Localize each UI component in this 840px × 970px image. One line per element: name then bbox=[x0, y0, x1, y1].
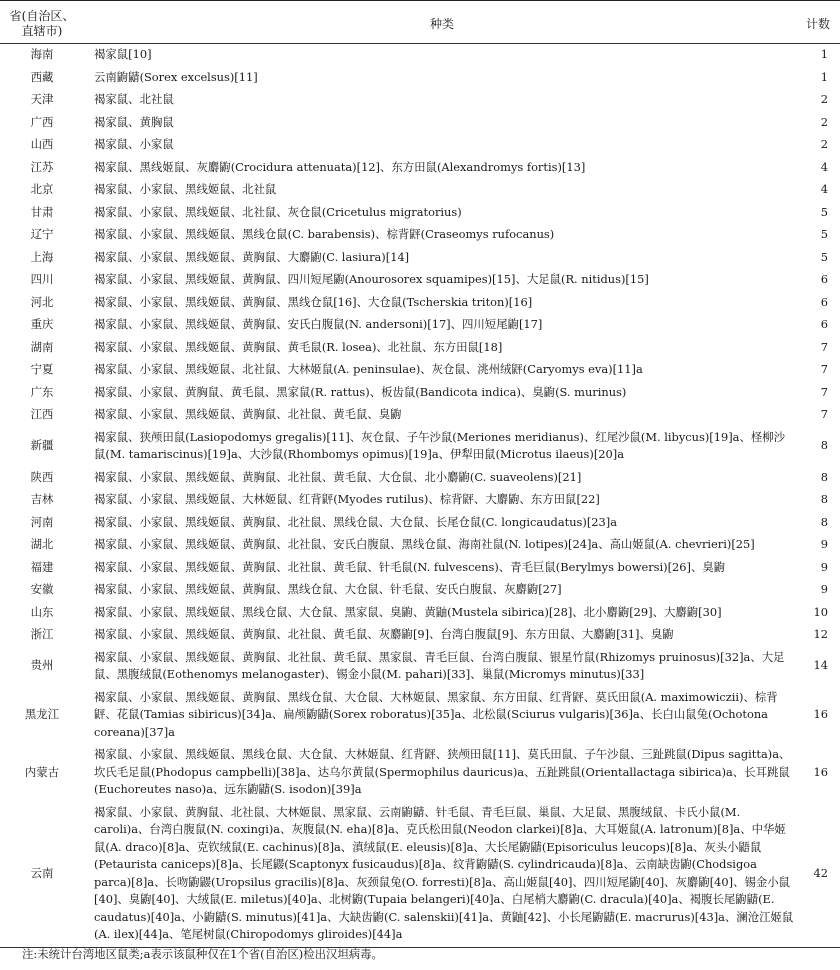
province-cell: 新疆 bbox=[30, 438, 54, 453]
header-province: 省(自治区、 直辖市) bbox=[0, 6, 84, 44]
species-cell: 褐家鼠、小家鼠、黑线姬鼠、黄胸鼠、北社鼠、黄毛鼠、臭鼩 bbox=[94, 407, 402, 421]
species-cell: 褐家鼠、北社鼠 bbox=[94, 92, 174, 106]
count-cell: 4 bbox=[820, 182, 828, 196]
species-cell: 褐家鼠、小家鼠、黑线姬鼠、黄胸鼠、北社鼠、黄毛鼠、灰麝鼩[9]、台湾白腹鼠[9]、东方田鼠、大麝鼩[31]、臭鼩 bbox=[94, 627, 674, 641]
rodent-species-table bbox=[0, 6, 840, 948]
province-cell: 吉林 bbox=[30, 492, 54, 506]
count-cell: 8 bbox=[820, 514, 828, 529]
province-cell: 安徽 bbox=[30, 582, 54, 596]
table-row bbox=[0, 224, 840, 247]
count-cell: 2 bbox=[820, 114, 828, 129]
table-row bbox=[0, 624, 840, 647]
table-row bbox=[0, 489, 840, 512]
table-row bbox=[0, 202, 840, 225]
table-row bbox=[0, 314, 840, 337]
table-row bbox=[0, 534, 840, 557]
header-species: 种类 bbox=[84, 6, 800, 44]
table-row bbox=[0, 89, 840, 112]
species-cell: 褐家鼠、小家鼠、黄胸鼠、北社鼠、大林姬鼠、黑家鼠、云南鼩鼱、针毛鼠、青毛巨鼠、巢鼠、大足鼠、黑腹绒鼠、卡氏小鼠(M. caroli)a、台湾白腹鼠(N. coxingi)a、灰腹鼠(N. eha)[8]a、克氏松田鼠(Neodon clarkei)[8]a、大耳姬鼠(A. latronum)[8]a、中华姬鼠(A. draco)[8]a、克钦绒鼠(E. cachinus)[8]a、滇绒鼠(E. eleusis)[8]a、大长尾鼩鼱(Episoriculus leucops)[8]a、灰头小鼯鼠(Petaurista caniceps)[8]a、长尾鼹(Scaptonyx fusicaudus)[8]a、纹背鼩鼱(S. cylindricauda)[8]a、云南缺齿鼩(Chodsigoa parca)[8]a、长吻鼩鼹(Uropsilus gracilis)[8]a、灰颈鼠兔(O. forresti)[8]a、高山姬鼠[40]、四川短尾鼩[40]、灰麝鼩[40]、锡金小鼠[40]、臭鼩[40]、大绒鼠(E. miletus)[40]a、北树鼩(Tupaia belangeri)[40]a、白尾梢大麝鼩(C. dracula)[40]a、褐腹长尾鼩鼱(E. caudatus)[40]a、小鼩鼱(S. minutus)[41]a、大缺齿鼩(C. salenskii)[41]a、黄鼬[42]、小长尾鼩鼱(E. macrurus)[43]a、澜沧江姬鼠(A. ilex)[44]a、笔尾树鼠(Chiropodomys gliroides)[44]a bbox=[84, 802, 800, 948]
species-cell: 褐家鼠、小家鼠、黑线姬鼠、黄胸鼠、黑线仓鼠[16]、大仓鼠(Tscherskia triton)[16] bbox=[94, 294, 533, 309]
species-cell: 褐家鼠、小家鼠、黑线姬鼠、黄胸鼠、安氏白腹鼠(N. andersoni)[17]、四川短尾鼩[17] bbox=[94, 317, 543, 331]
count-cell: 9 bbox=[820, 559, 828, 574]
table-row bbox=[0, 67, 840, 90]
table-row bbox=[0, 647, 840, 687]
count-cell: 9 bbox=[820, 582, 828, 596]
table-row bbox=[0, 134, 840, 157]
province-cell: 湖北 bbox=[30, 537, 54, 551]
species-cell: 褐家鼠、小家鼠、黑线姬鼠、黑线仓鼠、大仓鼠、黑家鼠、臭鼩、黄鼬(Mustela sibirica)[28]、北小麝鼩[29]、大麝鼩[30] bbox=[94, 604, 722, 619]
species-cell: 褐家鼠、狭颅田鼠(Lasiopodomys gregalis)[11]、灰仓鼠、子午沙鼠(Meriones meridianus)、红尾沙鼠(M. libycus)[19]a、柽柳沙鼠(M. tamariscinus)[19]a、大沙鼠(Rhombomys opimus)[19]a、伊犁田鼠(Microtus ilaeus)[20]a bbox=[94, 429, 786, 461]
table-row bbox=[0, 467, 840, 490]
table-row bbox=[0, 359, 840, 382]
table-row bbox=[0, 744, 840, 802]
species-cell: 褐家鼠、小家鼠、黑线姬鼠、黄胸鼠、北社鼠、黄毛鼠、大仓鼠、北小麝鼩(C. suaveolens)[21] bbox=[94, 469, 582, 484]
count-cell: 7 bbox=[820, 407, 828, 421]
table-row bbox=[0, 579, 840, 602]
species-cell: 褐家鼠、小家鼠、黑线姬鼠、黄胸鼠、黄毛鼠(R. losea)、北社鼠、东方田鼠[18] bbox=[94, 339, 503, 354]
province-cell: 贵州 bbox=[30, 658, 54, 673]
species-cell: 褐家鼠、小家鼠、黑线姬鼠、黑线仓鼠(C. barabensis)、棕背䶄(Craseomys rufocanus) bbox=[94, 227, 555, 241]
province-cell: 广西 bbox=[30, 114, 54, 129]
table-row bbox=[0, 112, 840, 135]
species-cell: 褐家鼠、小家鼠、黑线姬鼠、黄胸鼠、黑线仓鼠、大仓鼠、大林姬鼠、黑家鼠、东方田鼠、红背䶄、莫氏田鼠(A. maximowiczii)、棕背䶄、花鼠(Tamias sibiricus)[34]a、扁颅鼩鼱(Sorex roboratus)[35]a、北松鼠(Sciurus vulgaris)[36]a、长白山鼠兔(Ochotona coreana)[37]a bbox=[94, 689, 778, 739]
table-row bbox=[0, 404, 840, 427]
species-cell: 褐家鼠、小家鼠、黑线姬鼠、黄胸鼠、北社鼠、黑线仓鼠、大仓鼠、长尾仓鼠(C. longicaudatus)[23]a bbox=[94, 514, 618, 529]
province-cell: 湖南 bbox=[30, 339, 54, 354]
species-cell: 褐家鼠、小家鼠、黑线姬鼠、北社鼠、大林姬鼠(A. peninsulae)、灰仓鼠、洮州绒䶄(Caryomys eva)[11]a bbox=[94, 362, 643, 376]
count-cell: 7 bbox=[820, 339, 828, 354]
table-header bbox=[0, 6, 840, 44]
count-cell: 7 bbox=[820, 384, 828, 399]
species-cell: 褐家鼠、黄胸鼠 bbox=[94, 114, 174, 129]
province-cell: 四川 bbox=[30, 272, 54, 286]
table-row bbox=[0, 157, 840, 180]
province-cell: 浙江 bbox=[30, 627, 54, 641]
count-cell: 9 bbox=[820, 537, 828, 551]
province-cell: 上海 bbox=[30, 249, 54, 264]
species-cell: 褐家鼠、小家鼠、黑线姬鼠、北社鼠、灰仓鼠(Cricetulus migratorius) bbox=[94, 204, 462, 219]
province-cell: 广东 bbox=[30, 384, 54, 399]
count-cell: 14 bbox=[813, 658, 828, 673]
province-cell: 山西 bbox=[30, 137, 54, 151]
count-cell: 5 bbox=[820, 249, 828, 264]
province-cell: 辽宁 bbox=[30, 227, 54, 241]
province-cell: 河南 bbox=[30, 514, 54, 529]
count-cell: 4 bbox=[820, 159, 828, 174]
species-cell: 褐家鼠、小家鼠、黑线姬鼠、大林姬鼠、红背䶄(Myodes rutilus)、棕背䶄、大麝鼩、东方田鼠[22] bbox=[94, 492, 600, 506]
province-cell: 山东 bbox=[30, 604, 54, 619]
province-cell: 重庆 bbox=[30, 317, 54, 331]
table-row bbox=[0, 512, 840, 535]
species-cell: 褐家鼠、小家鼠、黑线姬鼠、黑线仓鼠、大仓鼠、大林姬鼠、红背䶄、狭颅田鼠[11]、莫氏田鼠、子午沙鼠、三趾跳鼠(Dipus sagitta)a、坎氏毛足鼠(Phodopus campbelli)[38]a、达乌尔黄鼠(Spermophilus dauricus)a、五趾跳鼠(Orientallactaga sibirica)a、长耳跳鼠(Euchoreutes naso)a、远东鼩鼱(S. isodon)[39]a bbox=[94, 747, 791, 796]
province-cell: 福建 bbox=[30, 559, 54, 574]
species-cell: 褐家鼠、小家鼠、黑线姬鼠、黄胸鼠、大麝鼩(C. lasiura)[14] bbox=[94, 249, 410, 264]
table-row bbox=[0, 427, 840, 467]
count-cell: 6 bbox=[820, 272, 828, 286]
table-row bbox=[0, 802, 840, 948]
count-cell: 2 bbox=[820, 137, 828, 151]
province-cell: 江西 bbox=[30, 407, 54, 421]
province-cell: 宁夏 bbox=[30, 362, 54, 376]
count-cell: 5 bbox=[820, 204, 828, 219]
province-cell: 北京 bbox=[30, 182, 54, 196]
count-cell: 1 bbox=[820, 69, 828, 84]
count-cell: 6 bbox=[820, 317, 828, 331]
province-cell: 黑龙江 bbox=[24, 707, 60, 721]
species-cell: 褐家鼠、小家鼠、黄胸鼠、黄毛鼠、黑家鼠(R. rattus)、板齿鼠(Bandicota indica)、臭鼩(S. murinus) bbox=[94, 384, 627, 399]
count-cell: 5 bbox=[820, 227, 828, 241]
count-cell: 16 bbox=[813, 707, 828, 721]
province-cell: 陕西 bbox=[30, 469, 54, 484]
table-row bbox=[0, 337, 840, 360]
table-footnote: 注:未统计台湾地区鼠类;a表示该鼠种仅在1个省(自治区)检出汉坦病毒。 bbox=[22, 947, 383, 961]
table-row bbox=[0, 602, 840, 625]
count-cell: 42 bbox=[800, 802, 840, 948]
species-cell: 褐家鼠、小家鼠、黑线姬鼠、黄胸鼠、四川短尾鼩(Anourosorex squamipes)[15]、大足鼠(R. nitidus)[15] bbox=[94, 272, 649, 286]
species-cell: 褐家鼠、小家鼠、黑线姬鼠、黄胸鼠、北社鼠、黄毛鼠、针毛鼠(N. fulvescens)、青毛巨鼠(Berylmys bowersi)[26]、臭鼩 bbox=[94, 559, 726, 574]
species-cell: 褐家鼠、小家鼠、黑线姬鼠、黄胸鼠、北社鼠、安氏白腹鼠、黑线仓鼠、海南社鼠(N. lotipes)[24]a、高山姬鼠(A. chevrieri)[25] bbox=[94, 537, 755, 551]
count-cell: 1 bbox=[820, 47, 828, 61]
species-cell: 褐家鼠、小家鼠、黑线姬鼠、黄胸鼠、黑线仓鼠、大仓鼠、针毛鼠、安氏白腹鼠、灰麝鼩[27] bbox=[94, 582, 562, 596]
species-cell: 褐家鼠、小家鼠、黑线姬鼠、北社鼠 bbox=[94, 182, 277, 196]
header-count: 计数 bbox=[800, 6, 840, 44]
province-cell: 甘肃 bbox=[30, 204, 54, 219]
province-cell: 河北 bbox=[30, 294, 54, 309]
count-cell: 2 bbox=[820, 92, 828, 106]
count-cell: 6 bbox=[820, 294, 828, 309]
table-row bbox=[0, 557, 840, 580]
species-cell: 褐家鼠、黑线姬鼠、灰麝鼩(Crocidura attenuata)[12]、东方田鼠(Alexandromys fortis)[13] bbox=[94, 159, 586, 174]
table-body bbox=[0, 44, 840, 948]
species-cell: 褐家鼠、小家鼠、黑线姬鼠、黄胸鼠、北社鼠、黄毛鼠、黑家鼠、青毛巨鼠、台湾白腹鼠、银星竹鼠(Rhizomys pruinosus)[32]a、大足鼠、黑腹绒鼠(Eothenomys melanogaster)、锡金小鼠(M. pahari)[33]、巢鼠(Micromys minutus)[33] bbox=[94, 649, 785, 681]
table-row bbox=[0, 247, 840, 270]
species-cell: 褐家鼠、小家鼠 bbox=[94, 137, 174, 151]
table-row bbox=[0, 687, 840, 745]
species-cell: 褐家鼠[10] bbox=[94, 47, 152, 61]
province-cell: 云南 bbox=[0, 802, 84, 948]
count-cell: 12 bbox=[813, 627, 828, 641]
province-cell: 江苏 bbox=[30, 159, 54, 174]
species-cell: 云南鼩鼱(Sorex excelsus)[11] bbox=[94, 69, 258, 84]
province-cell: 海南 bbox=[30, 47, 54, 61]
count-cell: 10 bbox=[813, 604, 828, 619]
table-row bbox=[0, 44, 840, 67]
count-cell: 7 bbox=[820, 362, 828, 376]
count-cell: 16 bbox=[813, 764, 828, 779]
table-row bbox=[0, 382, 840, 405]
count-cell: 8 bbox=[820, 469, 828, 484]
count-cell: 8 bbox=[820, 438, 828, 453]
table-row bbox=[0, 179, 840, 202]
table-row bbox=[0, 292, 840, 315]
count-cell: 8 bbox=[820, 492, 828, 506]
province-cell: 天津 bbox=[30, 92, 54, 106]
province-cell: 西藏 bbox=[30, 69, 54, 84]
top-rule bbox=[0, 0, 840, 1]
table-row bbox=[0, 269, 840, 292]
province-cell: 内蒙古 bbox=[24, 764, 60, 779]
